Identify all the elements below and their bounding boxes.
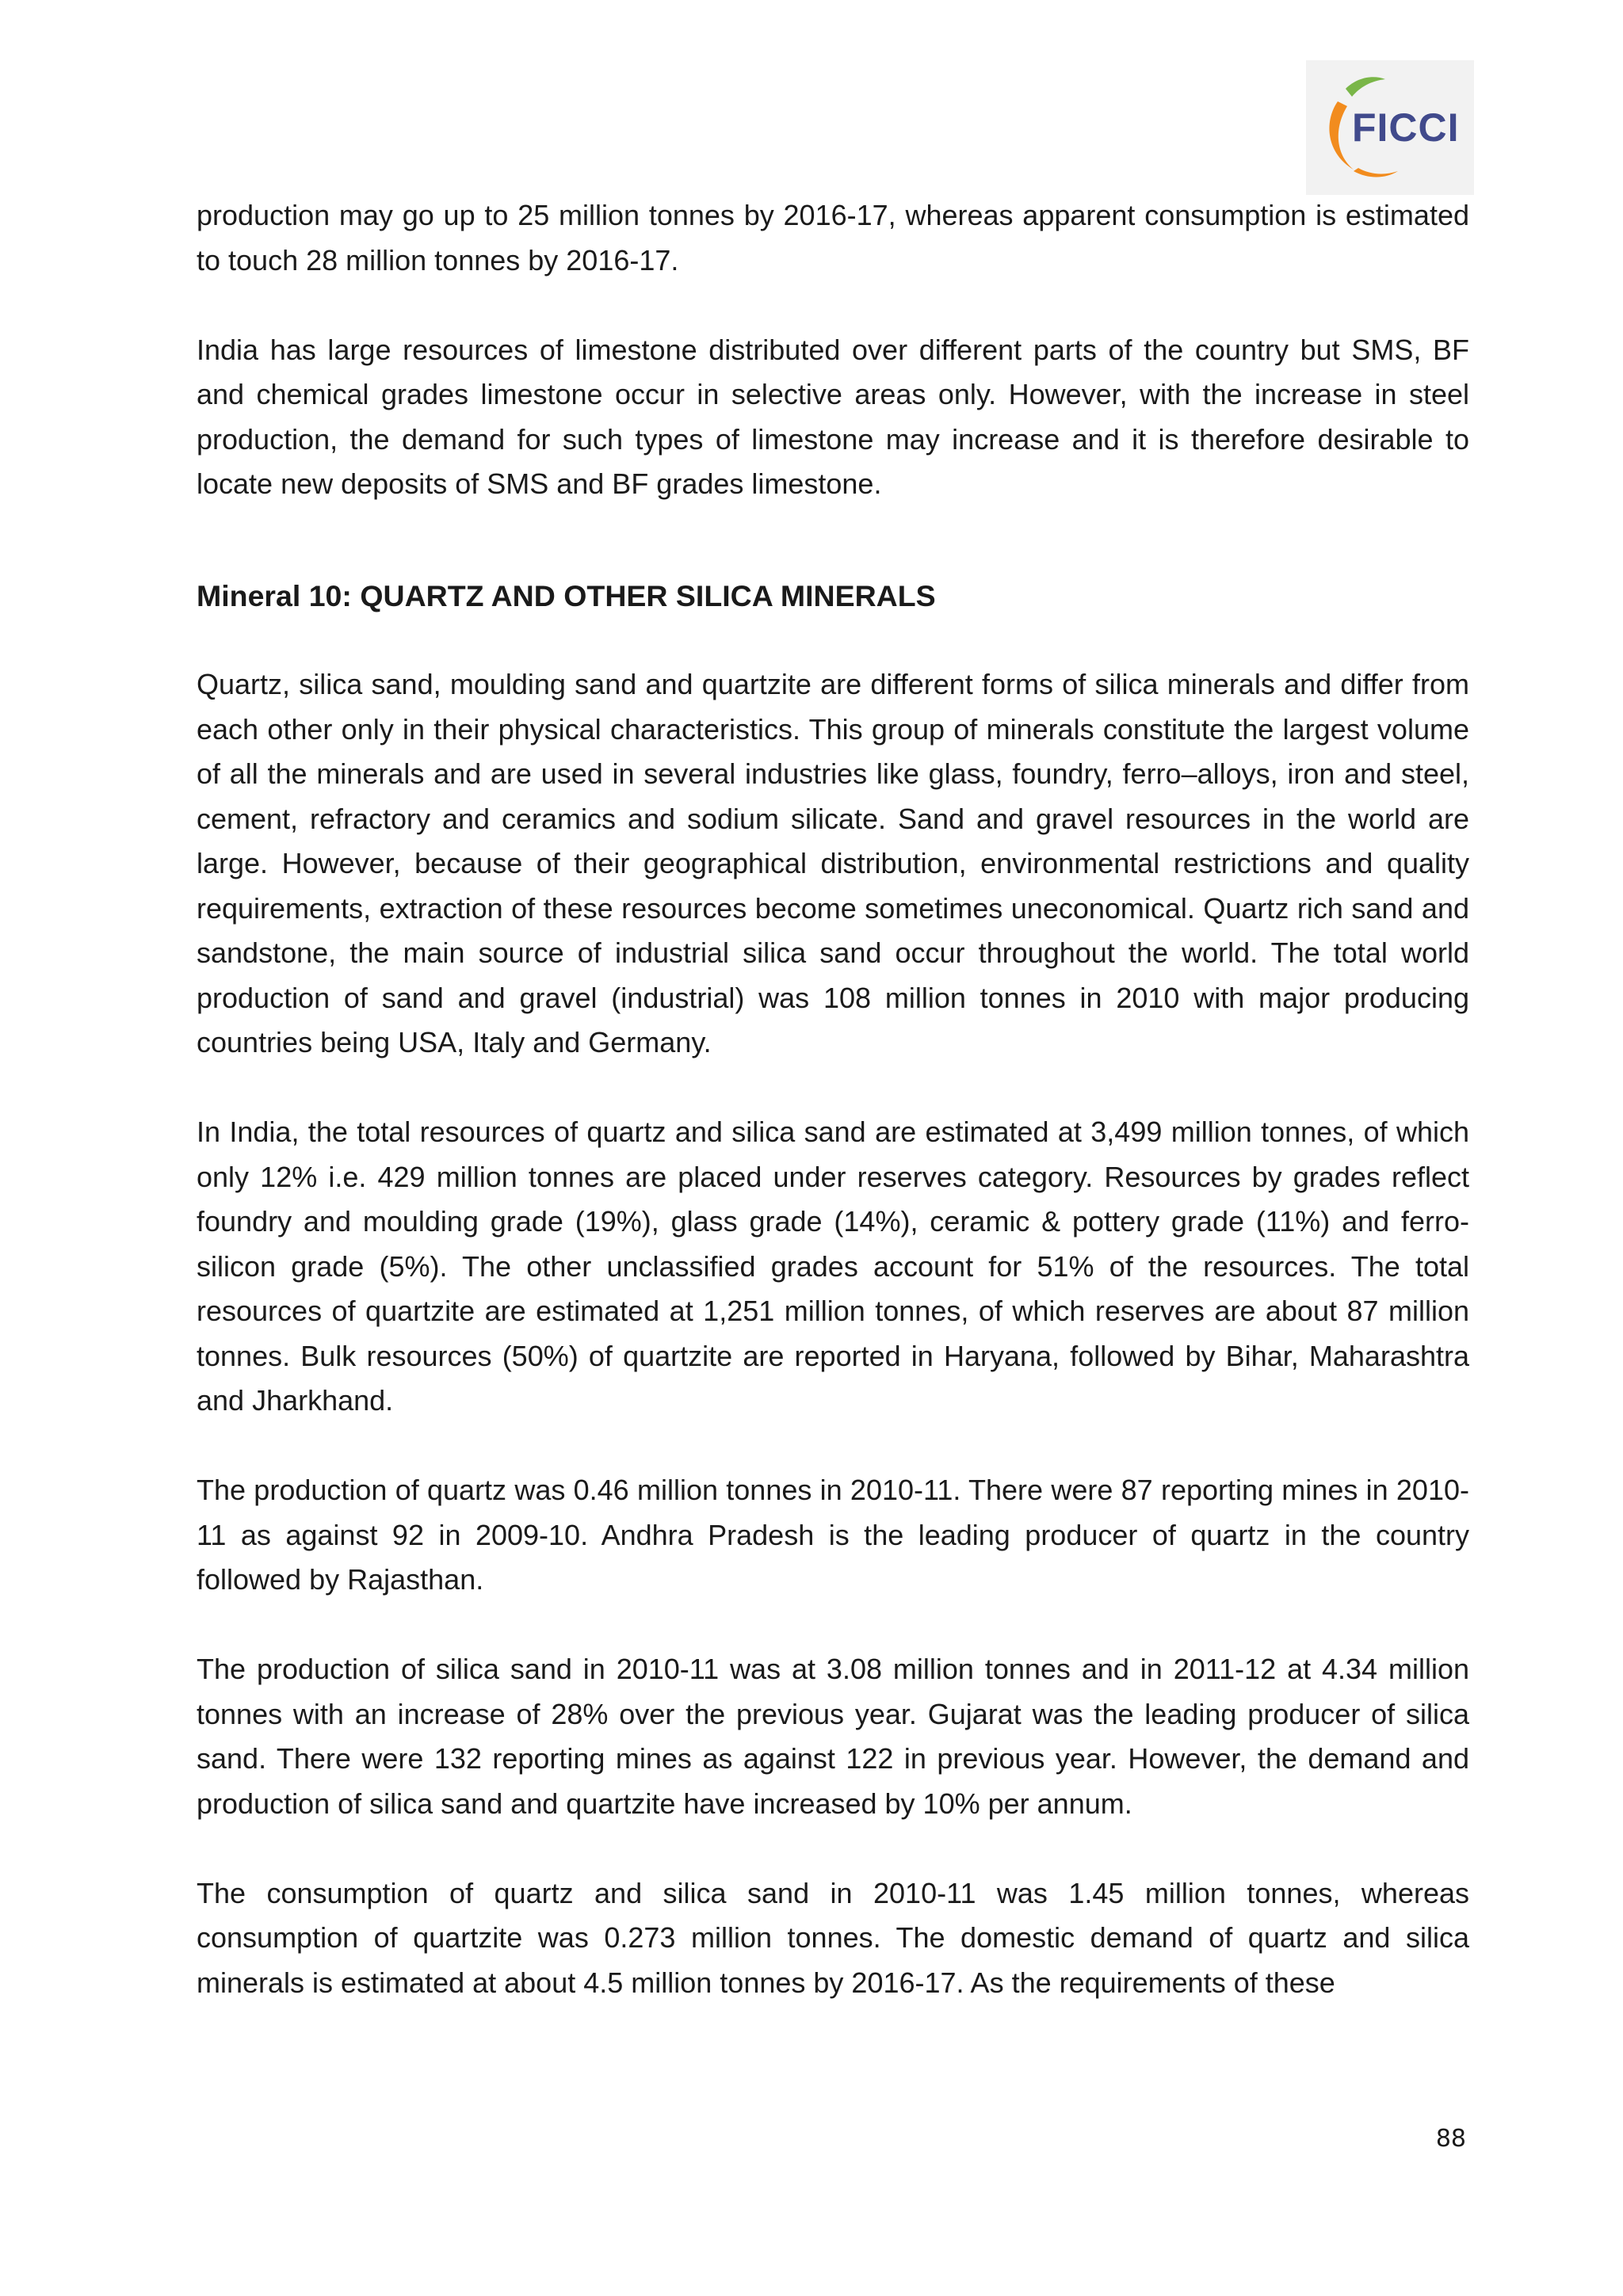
logo-text: FICCI (1352, 105, 1460, 150)
document-body (197, 193, 1469, 2050)
section-heading: Mineral 10: QUARTZ AND OTHER SILICA MINERALS (197, 578, 936, 612)
paragraph-5: The production of quartz was 0.46 million tonnes in 2010-11. There were 87 reporting mines in 2010-11 as against 92 in 2009-10. Andhra Pradesh is the leading producer of quartz in the country followed by Rajasthan. (197, 1474, 1469, 1596)
ficci-logo (1306, 60, 1474, 195)
paragraph-4: In India, the total resources of quartz and silica sand are estimated at 3,499 million tonnes, of which only 12% i.e. 429 million tonnes are placed under reserves category. Resources by grades reflect foundry and moulding grade (19%), glass grade (14%), ceramic & pottery grade (11%) and ferro-silicon grade (5%). The other unclassified grades account for 51% of the resources. The total resources of quartzite are estimated at 1,251 million tonnes, of which reserves are about 87 million tonnes. Bulk resources (50%) of quartzite are reported in Haryana, followed by Bihar, Maharashtra and Jharkhand. (197, 1116, 1469, 1417)
page-number: 88 (1435, 2125, 1466, 2153)
paragraph-2: India has large resources of limestone distributed over different parts of the country but SMS, BF and chemical grades limestone occur in selective areas only. However, with the increase in steel production, the demand for such types of limestone may increase and it is therefore desirable to locate new deposits of SMS and BF grades limestone. (197, 333, 1469, 500)
paragraph-7: The consumption of quartz and silica sand in 2010-11 was 1.45 million tonnes, whereas consumption of quartzite was 0.273 million tonnes. The domestic demand of quartz and silica minerals is estimated at about 4.5 million tonnes by 2016-17. As the requirements of these (197, 1876, 1469, 1999)
paragraph-1: production may go up to 25 million tonnes by 2016-17, whereas apparent consumption is estimated to touch 28 million tonnes by 2016-17. (197, 199, 1469, 277)
paragraph-6: The production of silica sand in 2010-11 was at 3.08 million tonnes and in 2011-12 at 4.34 million tonnes with an increase of 28% over the previous year. Gujarat was the leading producer of silica sand. There were 132 reporting mines as against 122 in previous year. However, the demand and production of silica sand and quartzite have increased by 10% per annum. (197, 1653, 1469, 1820)
paragraph-3: Quartz, silica sand, moulding sand and quartzite are different forms of silica minerals and differ from each other only in their physical characteristics. This group of minerals constitute the largest volume of all the minerals and are used in several industries like glass, foundry, ferro–alloys, iron and steel, cement, refractory and ceramics and sodium silicate. Sand and gravel resources in the world are large. However, because of their geographical distribution, environmental restrictions and quality requirements, extraction of these resources become sometimes uneconomical. Quartz rich sand and sandstone, the main source of industrial silica sand occur throughout the world. The total world production of sand and gravel (industrial) was 108 million tonnes in 2010 with major producing countries being USA, Italy and Germany. (197, 668, 1469, 1058)
